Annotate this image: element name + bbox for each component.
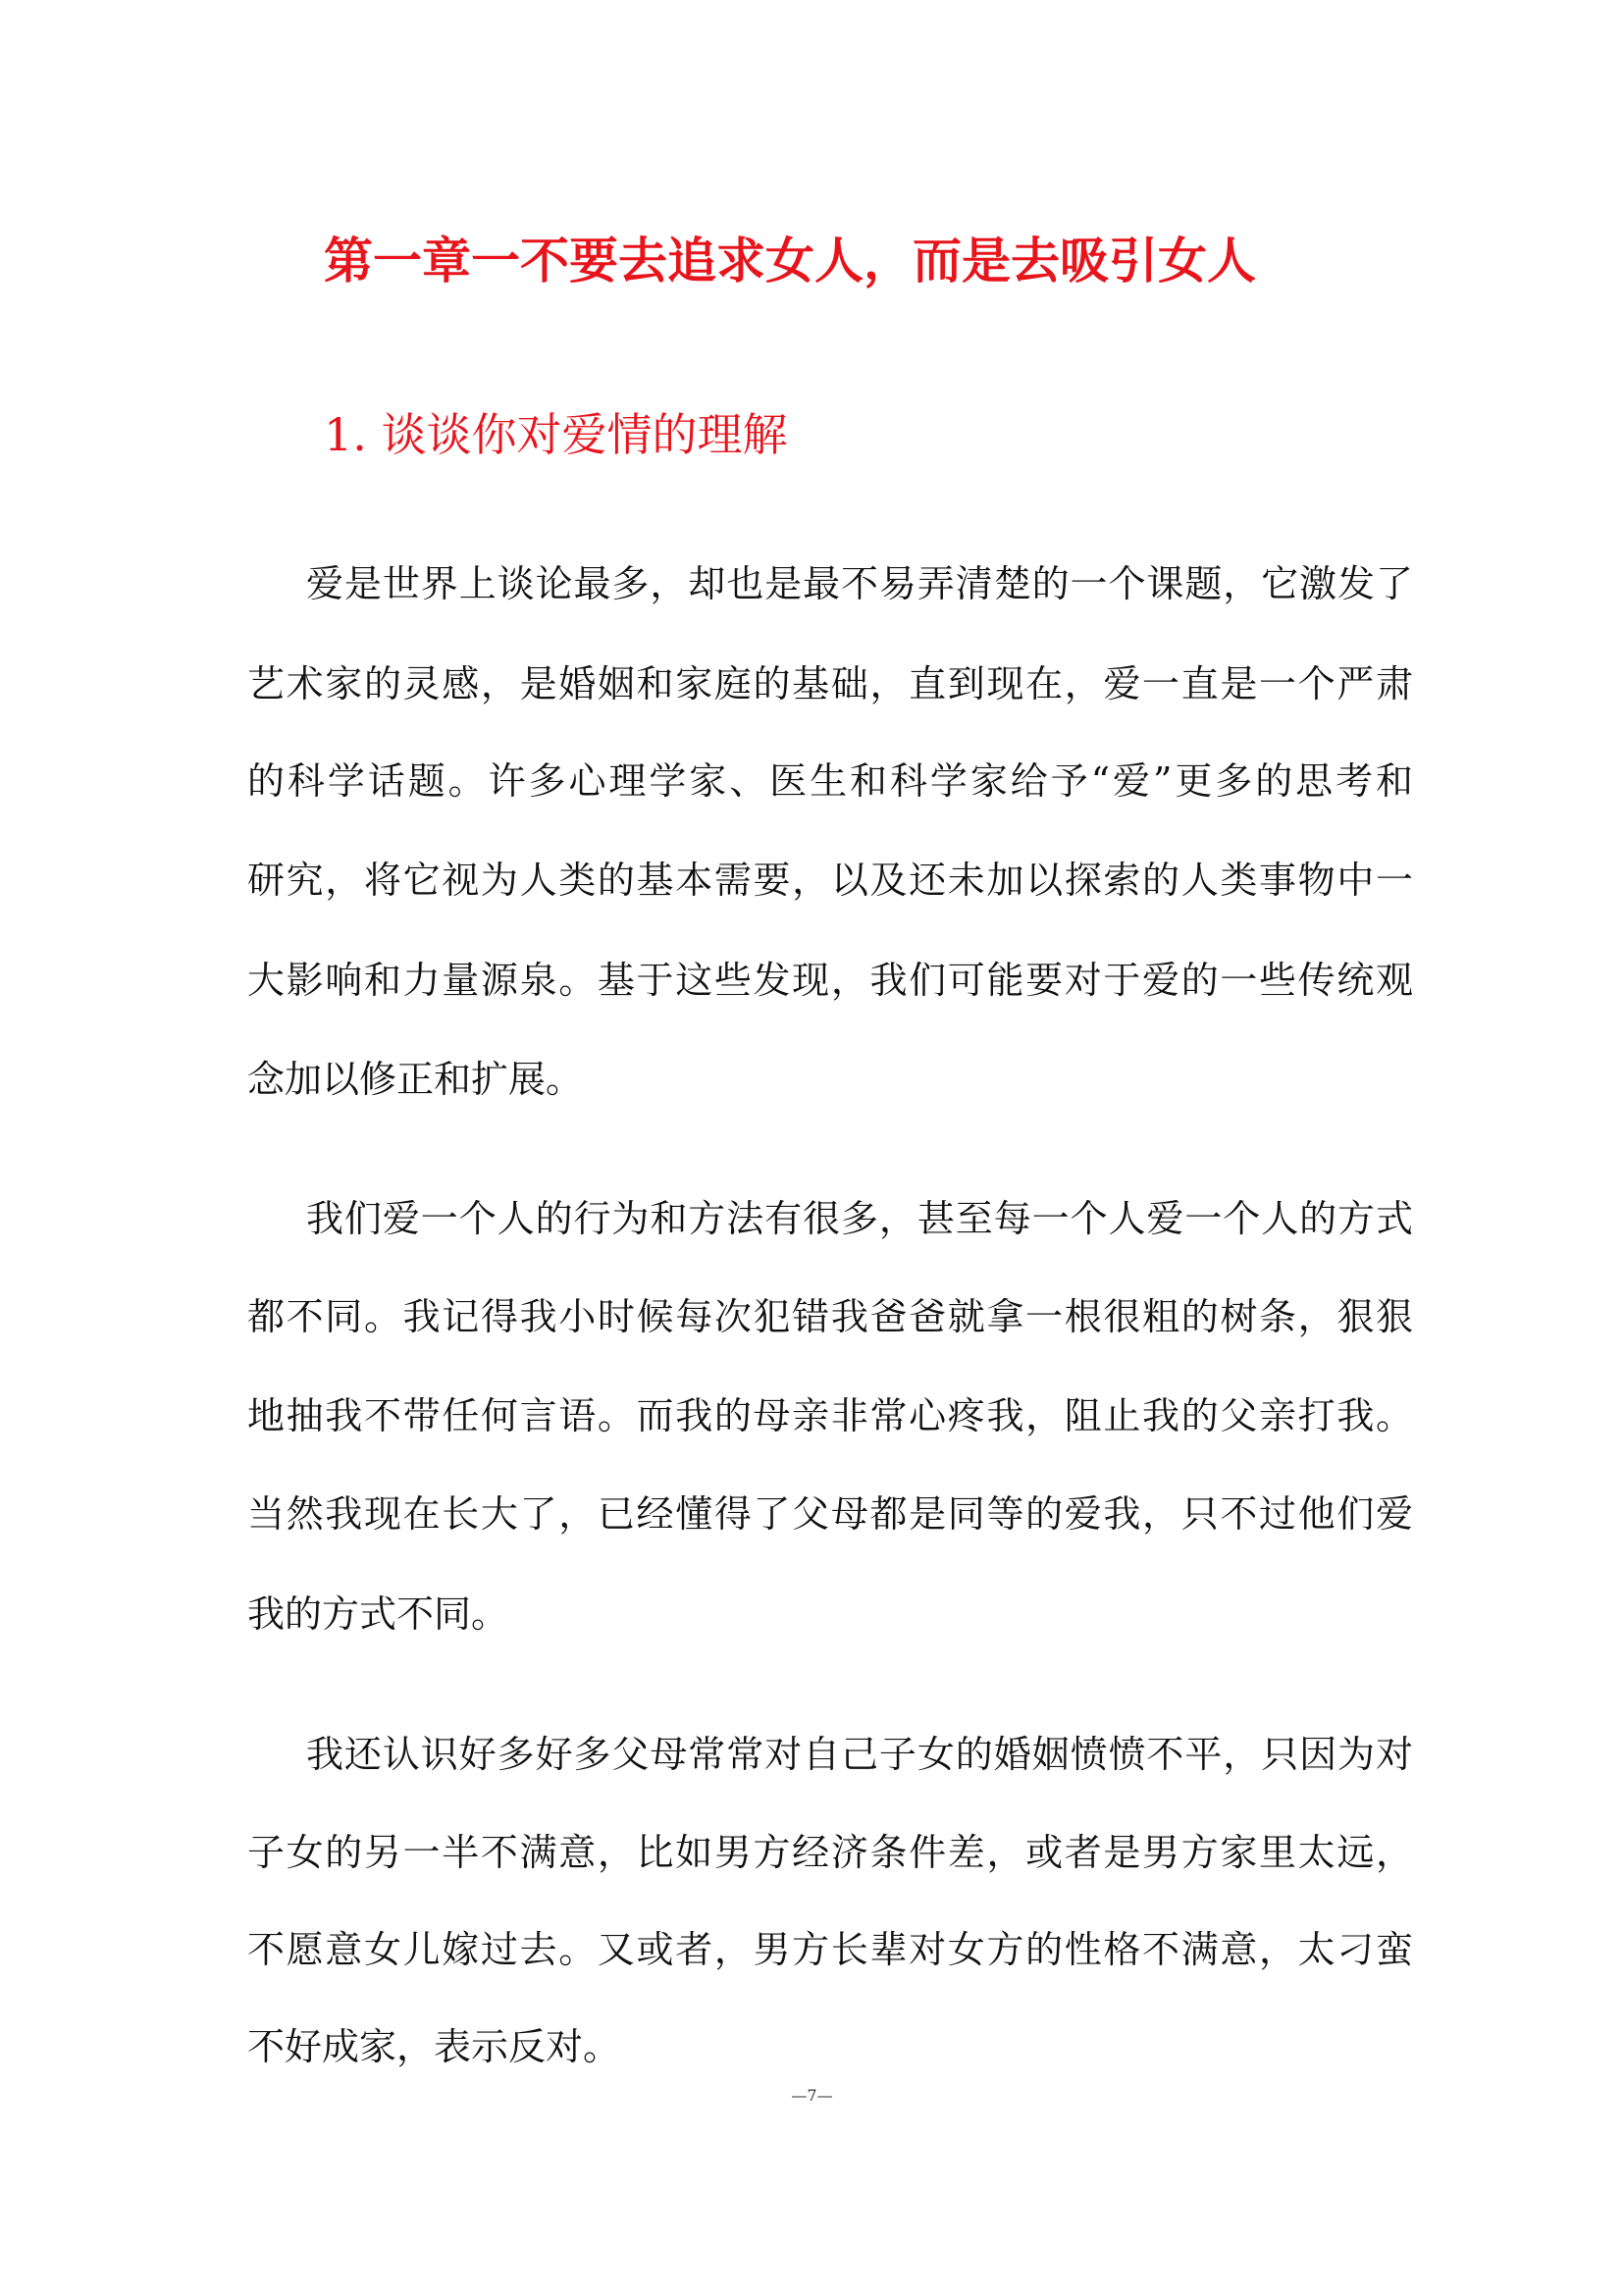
paragraph-1-line-5: 大影响和力量源泉。基于这些发现，我们可能要对于爱的一些传统观 <box>247 959 1413 1002</box>
paragraph-1-line-1: 爱是世界上谈论最多，却也是最不易弄清楚的一个课题，它激发了 <box>306 562 1413 605</box>
paragraph-2-line-2: 都不同。我记得我小时候每次犯错我爸爸就拿一根很粗的树条，狠狠 <box>247 1295 1413 1338</box>
page-number: —7— <box>791 2086 833 2105</box>
paragraph-2-line-5: 我的方式不同。 <box>247 1592 509 1636</box>
paragraph-1-line-6: 念加以修正和扩展。 <box>247 1058 584 1101</box>
section-heading: 1. 谈谈你对爱情的理解 <box>324 408 788 461</box>
paragraph-1-line-3: 的科学话题。许多心理学家、医生和科学家给予“爱”更多的思考和 <box>247 759 1413 803</box>
paragraph-3-line-4: 不好成家，表示反对。 <box>247 2025 621 2068</box>
paragraph-2-line-3: 地抽我不带任何言语。而我的母亲非常心疼我，阻止我的父亲打我。 <box>247 1394 1413 1437</box>
chapter-title: 第一章一不要去追求女人，而是去吸引女人 <box>324 232 1256 289</box>
paragraph-1-line-2: 艺术家的灵感，是婚姻和家庭的基础，直到现在，爱一直是一个严肃 <box>247 662 1413 705</box>
paragraph-2-line-1: 我们爱一个人的行为和方法有很多，甚至每一个人爱一个人的方式 <box>306 1197 1413 1240</box>
paragraph-3-line-3: 不愿意女儿嫁过去。又或者，男方长辈对女方的性格不满意，太刁蛮 <box>247 1928 1413 1971</box>
paragraph-3-line-2: 子女的另一半不满意，比如男方经济条件差，或者是男方家里太远， <box>247 1831 1413 1874</box>
paragraph-1-line-4: 研究，将它视为人类的基本需要，以及还未加以探索的人类事物中一 <box>247 859 1413 902</box>
paragraph-2-line-4: 当然我现在长大了，已经懂得了父母都是同等的爱我，只不过他们爱 <box>247 1492 1413 1536</box>
paragraph-3-line-1: 我还认识好多好多父母常常对自己子女的婚姻愤愤不平，只因为对 <box>306 1733 1413 1776</box>
